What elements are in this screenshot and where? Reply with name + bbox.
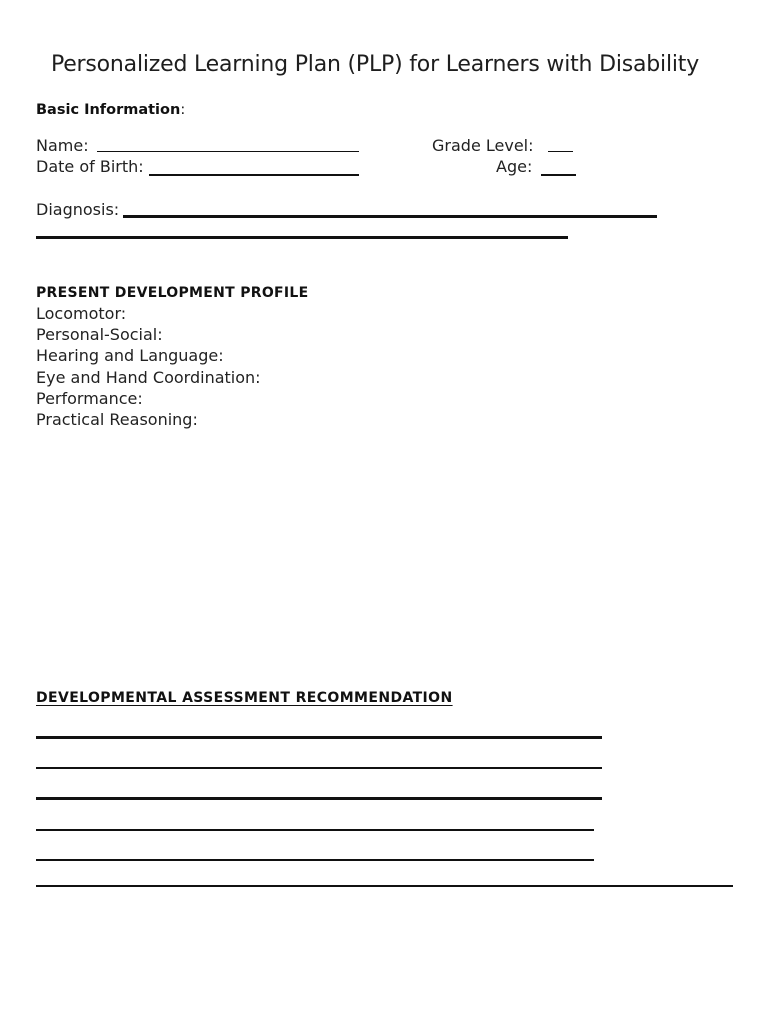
present-development-profile-heading: PRESENT DEVELOPMENT PROFILE (36, 285, 309, 301)
name-field-line[interactable] (97, 151, 359, 152)
diagnosis-label: Diagnosis: (36, 200, 120, 219)
date-of-birth-field-line[interactable] (149, 174, 359, 176)
document-title: Personalized Learning Plan (PLP) for Learners with Disability (50, 52, 700, 77)
recommendation-line-5[interactable] (36, 859, 594, 861)
basic-information-heading-text: Basic Information (36, 102, 181, 118)
profile-item-performance: Performance: (36, 389, 143, 408)
recommendation-line-6[interactable] (36, 885, 733, 887)
recommendation-line-4[interactable] (36, 829, 594, 831)
age-label: Age: (496, 157, 533, 176)
recommendation-line-1[interactable] (36, 736, 602, 739)
date-of-birth-label: Date of Birth: (36, 157, 144, 176)
profile-item-personal-social: Personal-Social: (36, 325, 163, 344)
basic-information-heading-colon: : (180, 102, 186, 118)
developmental-assessment-heading: DEVELOPMENTAL ASSESSMENT RECOMMENDATION (36, 690, 453, 706)
age-field-line[interactable] (541, 174, 576, 176)
grade-level-label: Grade Level: (432, 136, 534, 155)
profile-item-practical-reasoning: Practical Reasoning: (36, 410, 198, 429)
grade-level-field-line[interactable] (548, 151, 573, 152)
basic-information-heading (36, 102, 185, 118)
recommendation-line-3[interactable] (36, 797, 602, 800)
profile-item-locomotor: Locomotor: (36, 304, 127, 323)
profile-item-hearing-language: Hearing and Language: (36, 346, 224, 365)
diagnosis-field-line-2[interactable] (36, 236, 568, 239)
recommendation-line-2[interactable] (36, 767, 602, 769)
diagnosis-field-line[interactable] (123, 215, 657, 218)
profile-item-eye-hand-coordination: Eye and Hand Coordination: (36, 368, 261, 387)
name-label: Name: (36, 136, 89, 155)
